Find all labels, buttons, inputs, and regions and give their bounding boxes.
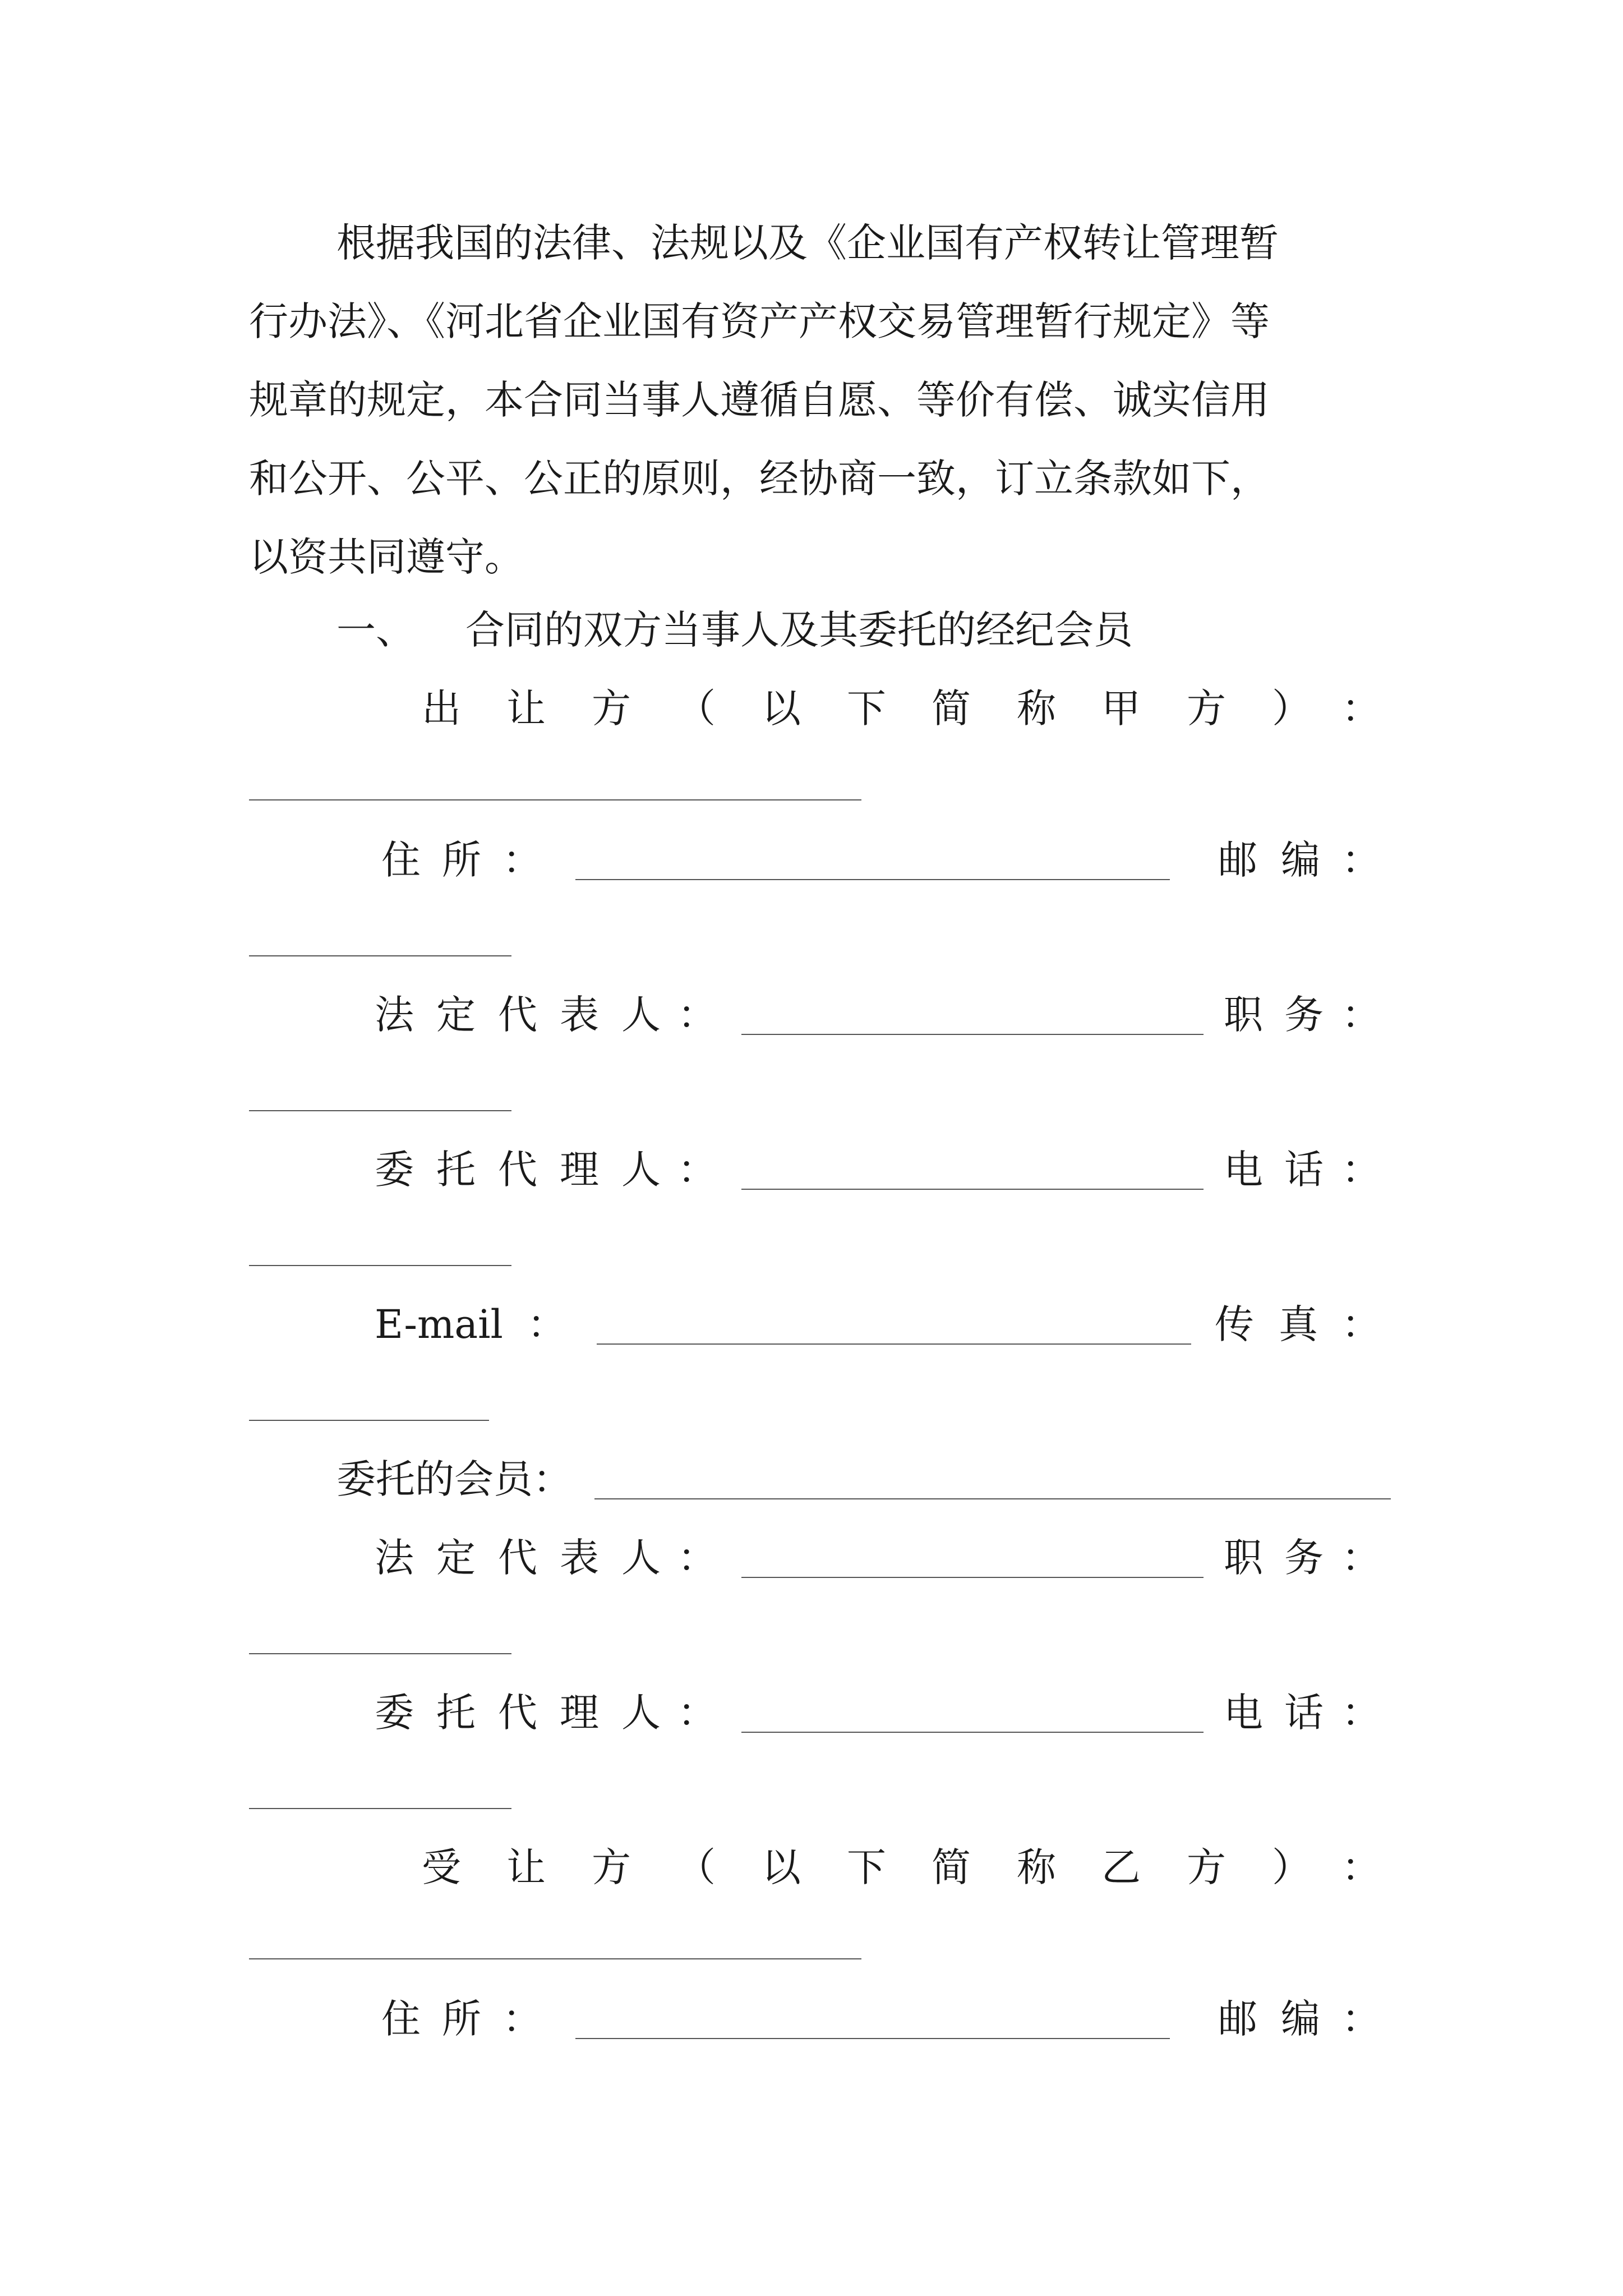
phone-label-char: 电 (1224, 1147, 1263, 1193)
party-a-heading-char: ： (1341, 685, 1381, 731)
member-position-char: 职 (1224, 1535, 1263, 1581)
member-label: 委托的会员： (336, 1456, 572, 1502)
fax-label-char: ： (1341, 1301, 1381, 1347)
member-agent-blank[interactable] (741, 1732, 1204, 1733)
party-a-heading-char: 方 (1187, 685, 1226, 731)
party-a-email-blank[interactable] (597, 1343, 1191, 1345)
party-b-postcode-char: 邮 (1218, 1996, 1257, 2042)
party-a-heading-char: 简 (932, 685, 971, 731)
legal-rep-label-char: 代 (498, 992, 537, 1038)
member-phone-char: ： (1341, 1690, 1381, 1736)
member-agent-char: 托 (436, 1690, 476, 1736)
phone-label-char: 话 (1284, 1147, 1324, 1193)
party-b-address-char: ： (502, 1996, 542, 2042)
phone-label-char: ： (1341, 1147, 1381, 1193)
party-a-phone-blank[interactable] (249, 1265, 511, 1266)
email-label: E-mail (375, 1301, 503, 1347)
member-position-blank[interactable] (249, 1653, 511, 1654)
legal-rep-label-char: ： (677, 992, 717, 1038)
party-a-heading-char: 出 (422, 685, 461, 731)
party-a-position-blank[interactable] (249, 1110, 511, 1111)
party-b-heading-char: ） (1272, 1844, 1311, 1890)
member-name-blank[interactable] (594, 1498, 1391, 1499)
member-phone-char: 话 (1284, 1690, 1324, 1736)
party-b-heading-char: 简 (932, 1844, 971, 1890)
fax-label-char: 真 (1279, 1301, 1318, 1347)
party-b-heading-char: ： (1341, 1844, 1381, 1890)
party-a-name-blank[interactable] (249, 799, 861, 800)
party-b-address-char: 所 (442, 1996, 481, 2042)
party-b-heading-char: （ (676, 1844, 716, 1890)
legal-rep-label-char: 人 (621, 992, 661, 1038)
party-a-heading-char: 甲 (1101, 685, 1141, 731)
address-label-char: 所 (442, 837, 481, 883)
party-a-heading-char: ） (1272, 685, 1311, 731)
party-b-heading-char: 下 (847, 1844, 886, 1890)
intro-line-1: 根据我国的法律、法规以及《企业国有产权转让管理暂 (336, 220, 1279, 266)
agent-label-char: 人 (621, 1147, 661, 1193)
member-phone-char: 电 (1224, 1690, 1263, 1736)
member-legal-rep-char: 法 (375, 1535, 414, 1581)
party-a-agent-blank[interactable] (741, 1189, 1204, 1190)
party-b-postcode-char: 编 (1281, 1996, 1320, 2042)
party-b-heading-char: 称 (1017, 1844, 1056, 1890)
party-b-heading-char: 乙 (1101, 1844, 1141, 1890)
party-a-heading-char: 方 (592, 685, 631, 731)
member-legal-rep-char: 代 (498, 1535, 537, 1581)
party-b-address-blank[interactable] (575, 2038, 1170, 2039)
position-label-char: 务 (1284, 992, 1324, 1038)
party-b-heading-char: 方 (592, 1844, 631, 1890)
member-agent-char: 人 (621, 1690, 661, 1736)
address-label-char: 住 (381, 837, 421, 883)
party-a-heading-char: 称 (1017, 685, 1056, 731)
address-label-char: ： (502, 837, 542, 883)
party-b-heading-char: 以 (762, 1844, 801, 1890)
party-b-heading-char: 方 (1187, 1844, 1226, 1890)
email-colon: ： (527, 1301, 566, 1347)
party-a-postcode-blank[interactable] (249, 955, 511, 956)
party-a-heading-char: 下 (847, 685, 886, 731)
agent-label-char: 委 (375, 1147, 414, 1193)
member-agent-char: 委 (375, 1690, 414, 1736)
intro-line-2: 行办法》、《河北省企业国有资产产权交易管理暂行规定》等 (249, 298, 1270, 344)
agent-label-char: ： (677, 1147, 717, 1193)
party-a-heading-char: 以 (762, 685, 801, 731)
party-a-address-blank[interactable] (575, 879, 1170, 880)
legal-rep-label-char: 法 (375, 992, 414, 1038)
section-1-number: 一、 (336, 607, 415, 653)
member-agent-char: ： (677, 1690, 717, 1736)
party-a-heading-char: （ (676, 685, 716, 731)
postcode-label-char: 邮 (1218, 837, 1257, 883)
legal-rep-label-char: 定 (436, 992, 476, 1038)
position-label-char: ： (1341, 992, 1381, 1038)
member-legal-rep-char: 定 (436, 1535, 476, 1581)
legal-rep-label-char: 表 (560, 992, 599, 1038)
party-b-postcode-char: ： (1341, 1996, 1381, 2042)
member-position-char: ： (1341, 1535, 1381, 1581)
intro-line-3: 规章的规定，本合同当事人遵循自愿、等价有偿、诚实信用 (249, 377, 1270, 423)
postcode-label-char: ： (1341, 837, 1381, 883)
member-phone-blank[interactable] (249, 1808, 511, 1809)
postcode-label-char: 编 (1281, 837, 1320, 883)
member-position-char: 务 (1284, 1535, 1324, 1581)
intro-line-5: 以资共同遵守。 (249, 534, 524, 580)
party-a-legal-rep-blank[interactable] (741, 1034, 1204, 1035)
member-legal-rep-blank[interactable] (741, 1577, 1204, 1578)
fax-label-char: 传 (1215, 1301, 1254, 1347)
position-label-char: 职 (1224, 992, 1263, 1038)
agent-label-char: 代 (498, 1147, 537, 1193)
member-legal-rep-char: 人 (621, 1535, 661, 1581)
member-legal-rep-char: ： (677, 1535, 717, 1581)
party-b-address-char: 住 (381, 1996, 421, 2042)
agent-label-char: 托 (436, 1147, 476, 1193)
intro-line-4: 和公开、公平、公正的原则，经协商一致，订立条款如下， (249, 455, 1270, 501)
section-1-title: 合同的双方当事人及其委托的经纪会员 (465, 607, 1133, 653)
party-b-heading-char: 受 (422, 1844, 461, 1890)
member-agent-char: 代 (498, 1690, 537, 1736)
agent-label-char: 理 (560, 1147, 599, 1193)
party-a-fax-blank[interactable] (249, 1420, 489, 1421)
member-legal-rep-char: 表 (560, 1535, 599, 1581)
party-b-name-blank[interactable] (249, 1958, 861, 1959)
party-a-heading-char: 让 (506, 685, 546, 731)
member-agent-char: 理 (560, 1690, 599, 1736)
party-b-heading-char: 让 (506, 1844, 546, 1890)
